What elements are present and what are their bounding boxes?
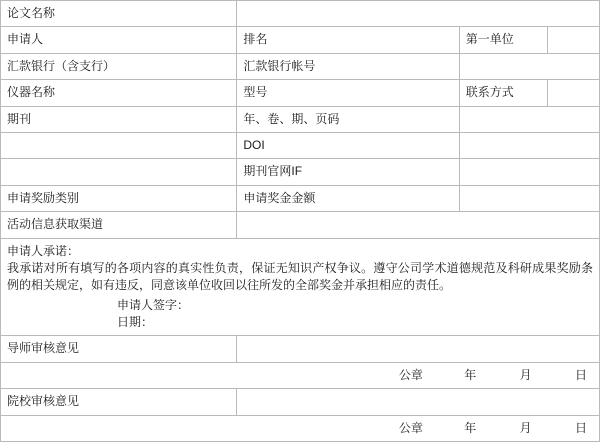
label-award-amount: 申请奖金金额 — [237, 185, 459, 211]
input-journal-extra[interactable] — [1, 132, 237, 158]
table-row — [1, 132, 600, 158]
label-activity-channel: 活动信息获取渠道 — [1, 212, 237, 238]
table-row — [1, 212, 600, 238]
pledge-date-label: 日期： — [117, 315, 154, 330]
advisor-year-label: 年 — [464, 367, 477, 382]
input-remit-account[interactable] — [459, 53, 599, 79]
label-first-unit: 第一单位 — [459, 27, 547, 53]
input-activity-channel[interactable] — [237, 212, 600, 238]
table-row — [1, 389, 600, 415]
label-ranking: 排名 — [237, 27, 459, 53]
input-journal-if[interactable] — [459, 159, 599, 185]
input-paper-title[interactable] — [237, 1, 600, 27]
input-year-vol-issue-page[interactable] — [459, 106, 599, 132]
advisor-seal-line — [1, 362, 600, 388]
label-paper-title: 论文名称 — [1, 1, 237, 27]
pledge-block — [1, 238, 600, 336]
label-advisor-review: 导师审核意见 — [1, 336, 237, 362]
advisor-day-label: 日 — [574, 367, 587, 382]
table-row — [1, 53, 600, 79]
pledge-row — [1, 238, 600, 336]
label-institution-review: 院校审核意见 — [1, 389, 237, 415]
input-doi[interactable] — [459, 132, 599, 158]
label-year-vol-issue-page: 年、卷、期、页码 — [237, 106, 459, 132]
seal-row — [1, 415, 600, 441]
institution-year-label: 年 — [464, 420, 477, 435]
table-row — [1, 185, 600, 211]
table-row — [1, 80, 600, 106]
pledge-title: 申请人承诺： — [7, 243, 80, 258]
advisor-month-label: 月 — [519, 367, 532, 382]
label-applicant: 申请人 — [1, 27, 237, 53]
institution-seal-label: 公章 — [398, 420, 423, 435]
institution-day-label: 日 — [574, 420, 587, 435]
table-row — [1, 159, 600, 185]
input-contact[interactable] — [547, 80, 599, 106]
pledge-signature-label: 申请人签字： — [117, 297, 190, 312]
label-remit-bank: 汇款银行（含支行） — [1, 53, 237, 79]
institution-month-label: 月 — [519, 420, 532, 435]
pledge-body: 我承诺对所有填写的各项内容的真实性负责，保证无知识产权争议。遵守公司学术道德规范及科研成果奖励条例的相关规定，如有违反，同意该单位收回以往所发的全部奖金并承担相应的责任。 — [7, 260, 593, 293]
input-first-unit[interactable] — [547, 27, 599, 53]
label-contact: 联系方式 — [459, 80, 547, 106]
label-journal-if: 期刊官网IF — [237, 159, 459, 185]
label-award-type: 申请奖励类别 — [1, 185, 237, 211]
label-model: 型号 — [237, 80, 459, 106]
label-journal: 期刊 — [1, 106, 237, 132]
table-row — [1, 1, 600, 27]
institution-seal-line — [1, 415, 600, 441]
input-advisor-review[interactable] — [237, 336, 600, 362]
input-award-amount[interactable] — [459, 185, 599, 211]
label-instrument-name: 仪器名称 — [1, 80, 237, 106]
label-remit-account: 汇款银行帐号 — [237, 53, 459, 79]
seal-row — [1, 362, 600, 388]
table-row — [1, 27, 600, 53]
label-doi: DOI — [237, 132, 459, 158]
input-institution-review[interactable] — [237, 389, 600, 415]
table-row — [1, 106, 600, 132]
advisor-seal-label: 公章 — [398, 367, 423, 382]
table-row — [1, 336, 600, 362]
input-journal-extra-2[interactable] — [1, 159, 237, 185]
